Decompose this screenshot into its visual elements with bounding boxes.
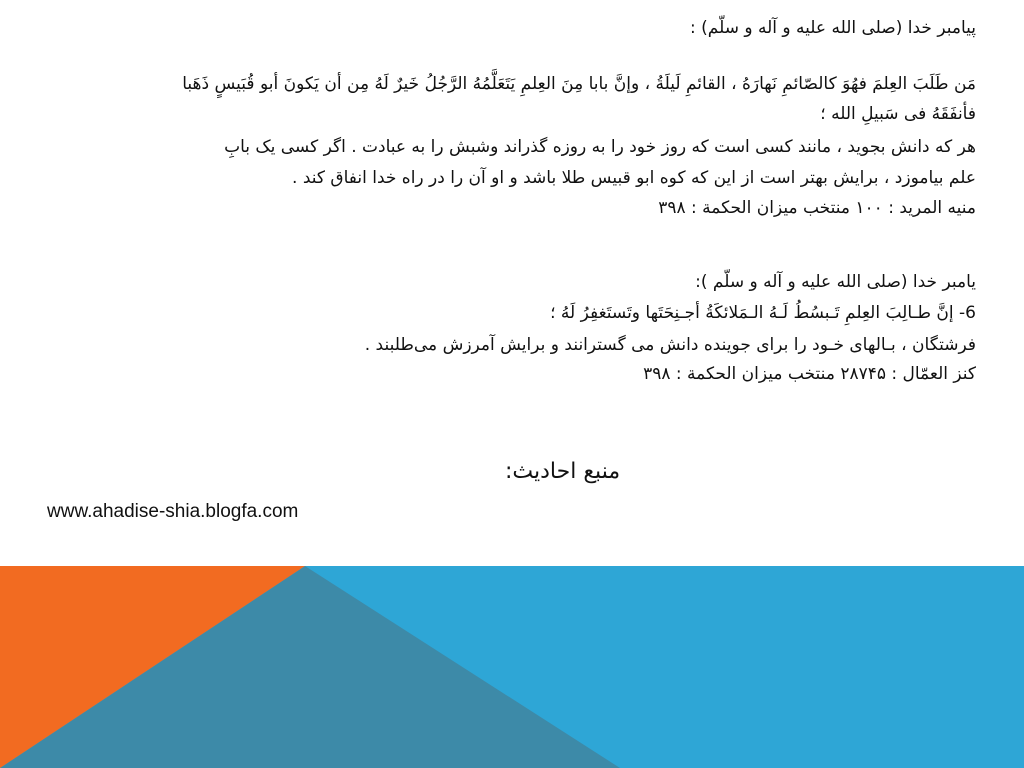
hadith-1-arabic-line-2: فأنفَقَهُ فى سَبيلِ الله ؛ (820, 104, 976, 124)
hadith-2-translation: فرشتگان ، بـالهای خـود را برای جوينده دانش می گسترانند و برايش آمرزش می‌طلبند . (364, 335, 976, 355)
hadith-1-arabic-line-1: مَن طَلَبَ العِلمَ فهُوَ كالصّائمِ نَهارَهُ ، القائمِ لَيلَةُ ، وإنَّ بابا مِنَ العِلمِ يَتَعَلَّمُهُ الرَّجُلُ خَيرٌ لَهُ مِن أن يَكونَ أبو قُبَيسٍ ذَهَبا (182, 74, 976, 94)
hadith-1-translation-line-2: علم بياموزد ، برايش بهتر است از اين كه كوه ابو قبيس طلا باشد و او آن را در راه خدا انفاق كند . (292, 168, 976, 188)
footer-decoration (0, 566, 1024, 768)
source-heading: منبع احادیث: (505, 459, 621, 484)
source-url: www.ahadise-shia.blogfa.com (47, 501, 299, 522)
hadith-2-reference: كنز العمّال : ۲۸۷۴۵ منتخب ميزان الحكمة : ۳۹۸ (643, 364, 976, 384)
hadith-1-attribution: پیامبر خدا (صلی الله علیه و آله و سلّم) : (690, 18, 976, 38)
hadith-2-attribution: یامبر خدا (صلی الله علیه و آله و سلّم ): (695, 272, 976, 292)
hadith-2-arabic: 6- إنَّ طـالِبَ العِلمِ تَـبسُطُ لَـهُ الـمَلائكَةُ أجـنِحَتَها وتَستَغفِرُ لَهُ ؛ (550, 303, 976, 323)
hadith-1-reference: منيه المريد : ۱۰۰ منتخب ميزان الحكمة : ۳۹۸ (658, 198, 976, 218)
hadith-1-translation-line-1: هر كه دانش بجويد ، مانند كسى است كه روز خود را به روزه گذراند وشبش را به عبادت . اگر كسى يک بابِ (224, 137, 976, 157)
